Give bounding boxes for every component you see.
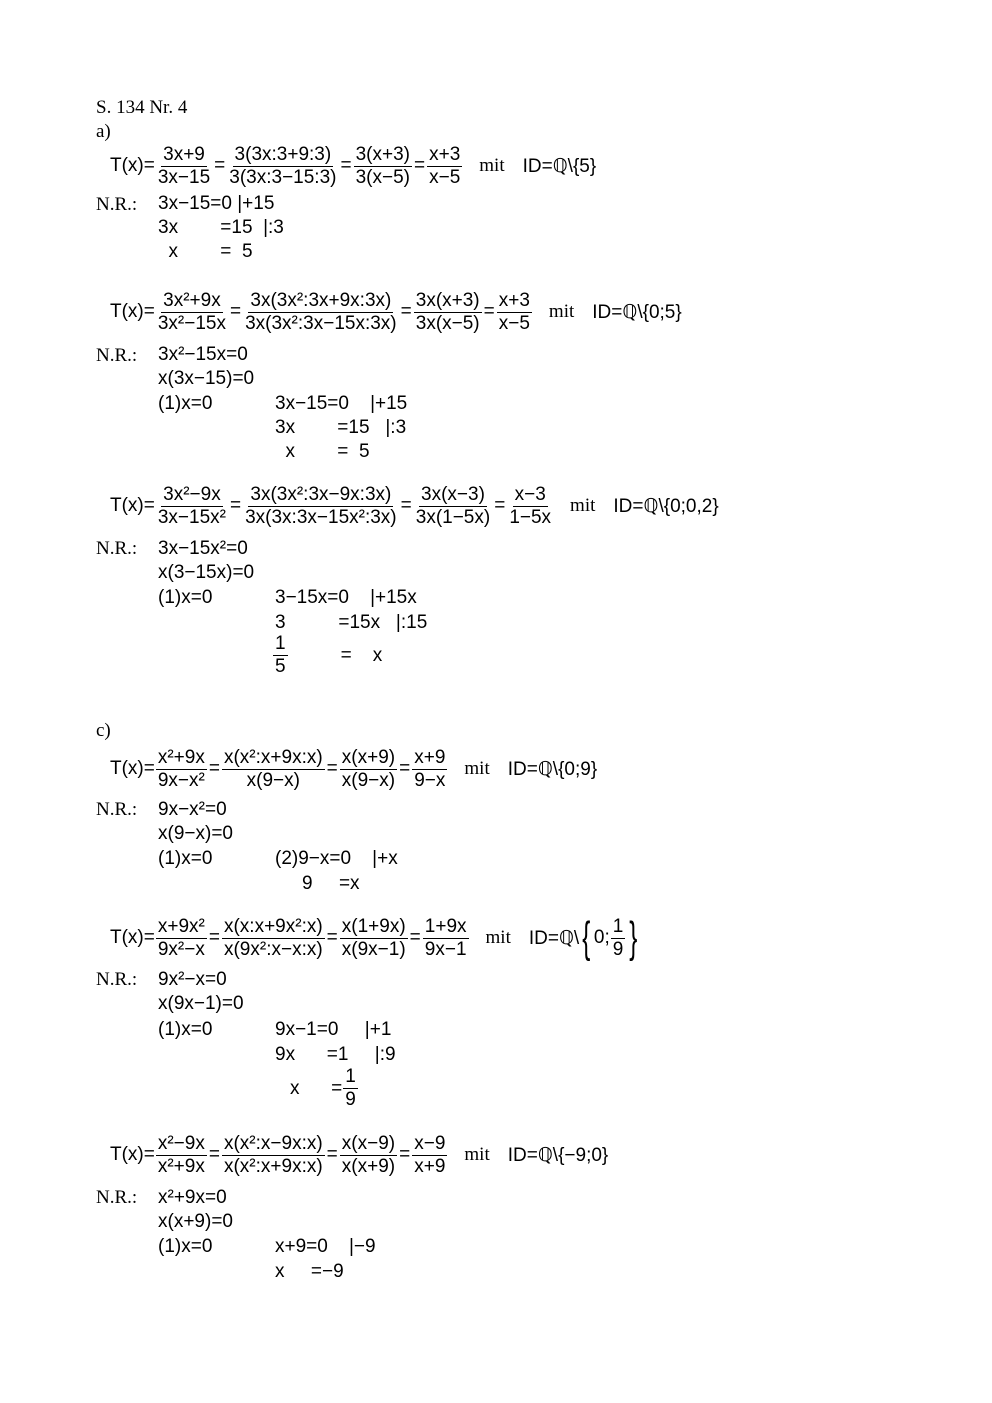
nr-label: N.R.: (96, 799, 138, 820)
denominator: 9x−1 (424, 938, 467, 960)
denominator: x²+9x (157, 1155, 205, 1177)
numerator: x+3 (498, 289, 530, 311)
numerator: x(1+9x) (341, 915, 406, 937)
denominator: 9x²−x (157, 938, 205, 960)
term-lhs: T(x)= (110, 495, 155, 516)
numerator: x−3 (514, 483, 546, 505)
fraction (227, 144, 338, 189)
fraction (222, 747, 325, 792)
numerator: x(x²:x−9x:x) (223, 1132, 323, 1154)
denominator: 5 (275, 656, 286, 677)
fraction (243, 290, 399, 335)
fraction (414, 484, 492, 529)
term-lhs: T(x)= (110, 301, 155, 322)
domain (528, 913, 641, 962)
fraction (343, 1066, 358, 1111)
domain-element: 0; (593, 927, 610, 948)
numerator: 3x(x+3) (415, 289, 480, 311)
nr-line: x = 5 (158, 241, 253, 262)
equation-a1: T(x)= $\frac{3x+9}{3x-15}$ = $\frac{3(3x:3+9:3)}{3(3x:3-15:3)}$ = $\frac{3(x+3)}{3(x-5)}$ = $\frac{x+3}{x-5}$ mit ID=ℚ\{5} (110, 143, 597, 188)
nr-line (272, 633, 382, 678)
numerator: x(x−9) (341, 1132, 396, 1154)
nr-line: x(9x−1)=0 (158, 993, 244, 1014)
numerator: x−9 (414, 1132, 446, 1154)
fraction (156, 916, 207, 961)
numerator: x²+9x (157, 746, 205, 768)
denominator: 9x−x² (157, 769, 205, 791)
numerator: 3(3x:3+9:3) (234, 143, 332, 165)
nr-line: x(x+9)=0 (158, 1211, 233, 1232)
numerator: 1 (345, 1066, 356, 1087)
denominator: 9 (612, 938, 624, 960)
domain: ID=ℚ\{−9;0} (507, 1144, 609, 1166)
equation-c2: T(x)= $\frac{\text{x+9x²}}{\text{9x²−x}}$ = $\frac{\text{x(x:x+9x²:x)}}{\text{x(9x²:x−x:x)}}$ = $\frac{x(1+9x)}{x(9x-1)}$ = $\frac{1+9x}{9x-1}$ mit ID=ℚ\ { 0; $\frac{1}{9}$ } (110, 910, 641, 966)
nr-line: 9x−x²=0 (158, 799, 227, 820)
nr-line (290, 1066, 359, 1111)
numerator: 3x²+9x (163, 289, 221, 311)
numerator: 3x+9 (163, 143, 205, 165)
mit-label: mit (479, 155, 505, 176)
nr-line: 3x²−15x=0 (158, 344, 248, 365)
fraction (414, 290, 482, 335)
domain: ID=ℚ\{0;5} (592, 301, 682, 323)
fraction (156, 144, 212, 189)
equation-c1: T(x)= $\frac{\text{x²+9x}}{\text{9x−x²}}$ = $\frac{\text{x(x²:x+9x:x)}}{x(9-x)}$ = $\frac{x(x+9)}{x(9-x)}$ = $\frac{x+9}{9-x}$ mit ID=ℚ\{0;9} (110, 746, 598, 791)
term-lhs: T(x)= (110, 155, 155, 176)
term-lhs: T(x)= (110, 927, 155, 948)
right-brace-icon: } (629, 913, 638, 962)
mit-label: mit (464, 758, 490, 779)
numerator: 1+9x (424, 915, 467, 937)
denominator: x(9−x) (341, 769, 396, 791)
denominator: 3(3x:3−15:3) (229, 166, 337, 188)
domain: ID=ℚ\{5} (522, 155, 597, 177)
nr-line: (1)x=0 (158, 1019, 213, 1040)
domain: ID=ℚ\{0;0,2} (613, 495, 719, 517)
numerator: 3(x+3) (355, 143, 410, 165)
denominator: 3x−15x² (157, 506, 226, 528)
numerator: 1 (275, 633, 286, 654)
fraction (273, 633, 288, 678)
denominator: x(9x²:x−x:x) (223, 938, 323, 960)
result: = x (340, 645, 383, 666)
numerator: 1 (612, 915, 624, 937)
denominator: 9 (345, 1089, 356, 1110)
fraction (156, 1133, 207, 1178)
nr-line: 9x−1=0 |+1 (275, 1019, 392, 1040)
fraction (611, 916, 626, 961)
result-left: x = (290, 1078, 343, 1099)
nr-line: x(3x−15)=0 (158, 368, 255, 389)
denominator: x(x²:x+9x:x) (223, 1155, 323, 1177)
domain: ID=ℚ\{0;9} (507, 758, 598, 780)
denominator: x−5 (498, 312, 530, 334)
denominator: 3(x−5) (355, 166, 410, 188)
denominator: x(9x−1) (341, 938, 406, 960)
denominator: 3x(x−5) (415, 312, 480, 334)
denominator: x−5 (429, 166, 461, 188)
equation-a3: T(x)= $\frac{\text{3x²−9x}}{\text{3x−15x²}}$ = $\frac{\text{3x(3x²:3x−9x:3x)}}{\text{3x(3x:3x−15x²:3x)}}$ = $\frac{3x(x-3)}{3x(1-5x)}$ = $\frac{x-3}{1-5x}$ mit ID=ℚ\{0;0,2} (110, 483, 719, 528)
nr-line: (1)x=0 (158, 848, 213, 869)
nr-line: 3 =15x |:15 (275, 612, 428, 633)
fraction (243, 484, 399, 529)
numerator: x(x²:x+9x:x) (223, 746, 323, 768)
nr-line: 3−15x=0 |+15x (275, 587, 417, 608)
numerator: x+3 (429, 143, 461, 165)
fraction (222, 916, 325, 961)
denominator: 3x(3x:3x−15x²:3x) (245, 506, 397, 528)
nr-label: N.R.: (96, 969, 138, 990)
denominator: 3x(1−5x) (415, 506, 491, 528)
nr-line: x(9−x)=0 (158, 823, 233, 844)
nr-line: 9 =x (302, 873, 360, 894)
denominator: x(9−x) (246, 769, 300, 791)
fraction (340, 916, 408, 961)
nr-line: 3x =15 |:3 (275, 417, 407, 438)
denominator: 9−x (414, 769, 446, 791)
fraction (156, 484, 228, 529)
denominator: 3x(3x²:3x−15x:3x) (245, 312, 397, 334)
nr-line: x+9=0 |−9 (275, 1236, 376, 1257)
fraction (156, 290, 228, 335)
fraction (427, 144, 462, 189)
nr-line: x =−9 (275, 1261, 344, 1282)
numerator: x(x:x+9x²:x) (223, 915, 323, 937)
nr-line: (1)x=0 (158, 393, 213, 414)
fraction (340, 1133, 397, 1178)
page-title: S. 134 Nr. 4 (96, 97, 188, 118)
denominator: x+9 (414, 1155, 446, 1177)
nr-line: 9x²−x=0 (158, 969, 227, 990)
left-brace-icon: { (582, 913, 591, 962)
nr-line: (2)9−x=0 |+x (275, 848, 398, 869)
mit-label: mit (548, 301, 575, 322)
nr-line: x²+9x=0 (158, 1187, 227, 1208)
fraction (222, 1133, 325, 1178)
nr-line: 3x−15=0 |+15 (275, 393, 408, 414)
mit-label: mit (464, 1144, 490, 1165)
domain-prefix: ID=ℚ\ (528, 927, 580, 949)
fraction (412, 747, 447, 792)
nr-line: (1)x=0 (158, 1236, 213, 1257)
denominator: 1−5x (509, 506, 552, 528)
nr-line: 9x =1 |:9 (275, 1044, 396, 1065)
nr-line: 3x−15=0 |+15 (158, 193, 275, 214)
nr-line: 3x =15 |:3 (158, 217, 284, 238)
part-label-a: a) (96, 121, 111, 142)
term-lhs: T(x)= (110, 1144, 155, 1165)
numerator: x(x+9) (341, 746, 396, 768)
numerator: 3x(x−3) (421, 483, 485, 505)
nr-label: N.R.: (96, 1187, 138, 1208)
numerator: 3x(3x²:3x−9x:3x) (250, 483, 392, 505)
fraction (354, 144, 412, 189)
fraction (156, 747, 207, 792)
numerator: x²−9x (157, 1132, 205, 1154)
nr-line: x(3−15x)=0 (158, 562, 255, 583)
numerator: x+9x² (157, 915, 205, 937)
numerator: 3x²−9x (163, 483, 221, 505)
nr-line: 3x−15x²=0 (158, 538, 248, 559)
nr-line: x = 5 (275, 441, 370, 462)
fraction (412, 1133, 447, 1178)
fraction (340, 747, 397, 792)
equation-a2: T(x)= $\frac{\text{3x²+9x}}{\text{3x²−15x}}$ = $\frac{\text{3x(3x²:3x+9x:3x)}}{\text{3x(3x²:3x−15x:3x)}}$ = $\frac{3x(x+3)}{3x(x-5)}$ = $\frac{x+3}{x-5}$ mit ID=ℚ\{0;5} (110, 289, 682, 334)
fraction (423, 916, 469, 961)
nr-label: N.R.: (96, 194, 138, 215)
denominator: 3x²−15x (157, 312, 226, 334)
nr-label: N.R.: (96, 538, 138, 559)
denominator: x(x+9) (341, 1155, 396, 1177)
nr-line: (1)x=0 (158, 587, 213, 608)
part-label-c: c) (96, 720, 111, 741)
numerator: 3x(3x²:3x+9x:3x) (250, 289, 392, 311)
mit-label: mit (570, 495, 596, 516)
denominator: 3x−15 (157, 166, 211, 188)
fraction (497, 290, 532, 335)
equation-c3: T(x)= $\frac{\text{x²−9x}}{\text{x²+9x}}$ = $\frac{\text{x(x²:x−9x:x)}}{\text{x(x²:x+9x:x)}}$ = $\frac{x(x-9)}{x(x+9)}$ = $\frac{x-9}{x+9}$ mit ID=ℚ\{−9;0} (110, 1132, 609, 1177)
fraction (507, 484, 553, 529)
nr-label: N.R.: (96, 345, 138, 366)
mit-label: mit (485, 927, 511, 948)
term-lhs: T(x)= (110, 758, 155, 779)
numerator: x+9 (414, 746, 446, 768)
